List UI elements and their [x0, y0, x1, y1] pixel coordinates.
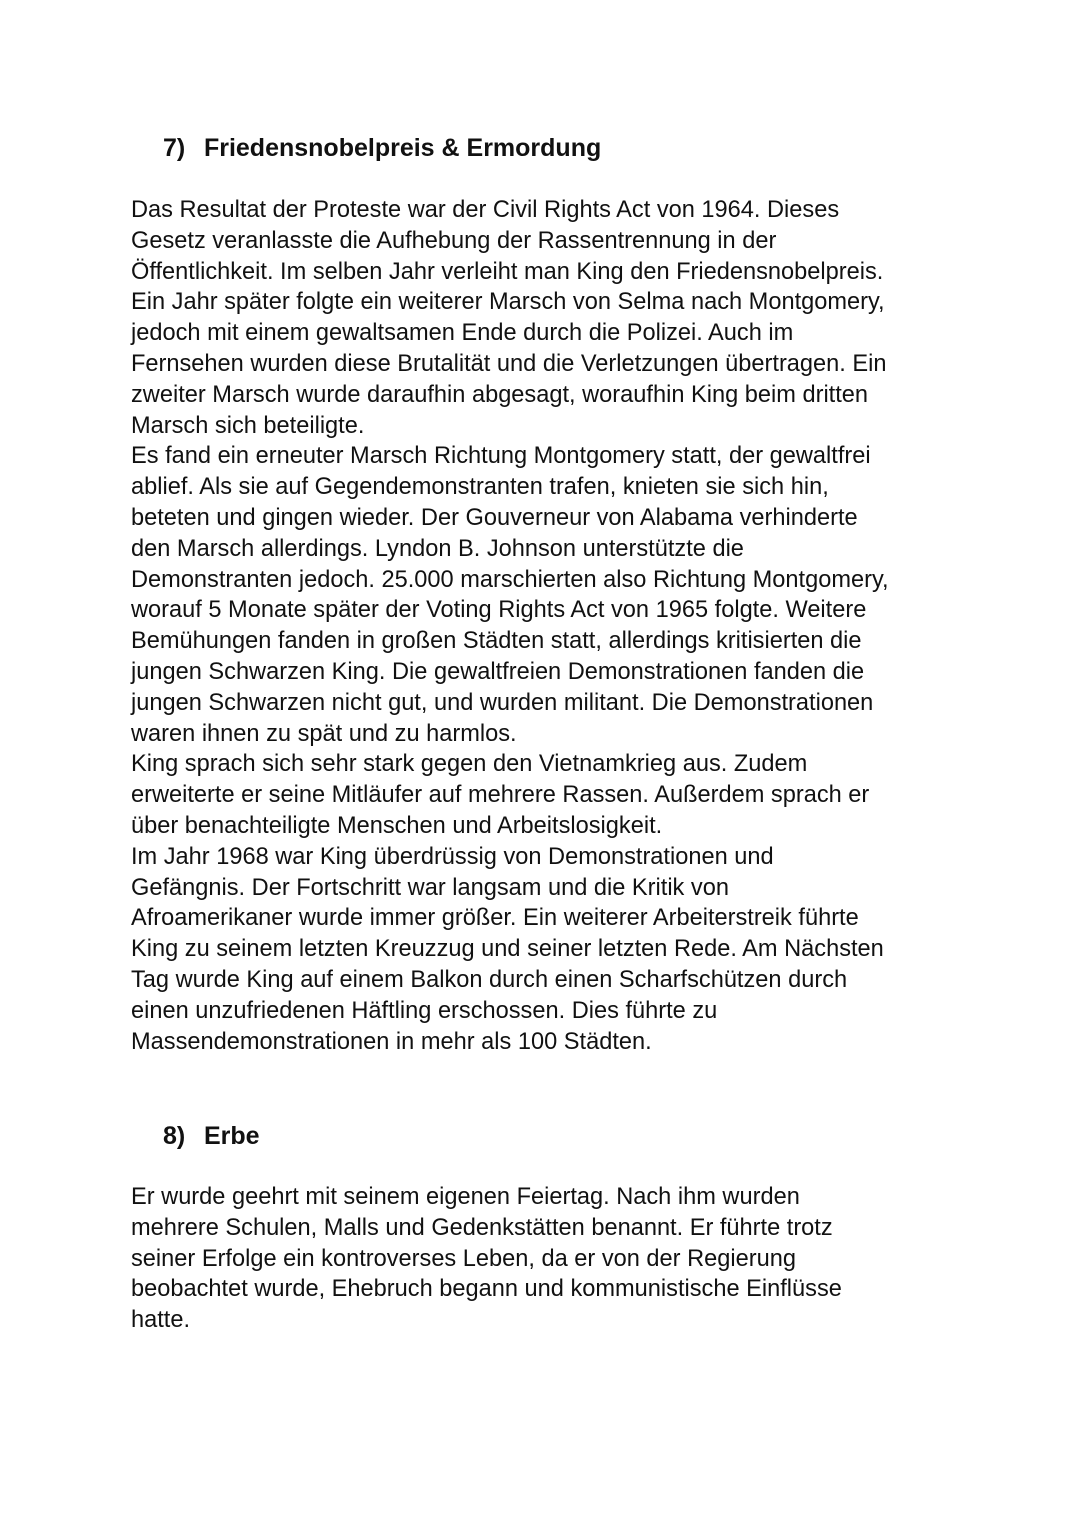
text-line: King zu seinem letzten Kreuzzug und seiner letzten Rede. Am Nächsten — [131, 936, 884, 963]
text-line: Gesetz veranlasste die Aufhebung der Rassentrennung in der — [131, 227, 777, 254]
section-number: 8) — [163, 1122, 186, 1150]
text-line: waren ihnen zu spät und zu harmlos. — [131, 720, 517, 747]
text-line: einen unzufriedenen Häftling erschossen. Dies führte zu — [131, 997, 718, 1024]
text-line: Im Jahr 1968 war King überdrüssig von Demonstrationen und — [131, 843, 774, 870]
section-number: 7) — [163, 134, 186, 162]
text-line: Er wurde geehrt mit seinem eigenen Feiertag. Nach ihm wurden — [131, 1184, 800, 1210]
text-line: Es fand ein erneuter Marsch Richtung Montgomery statt, der gewaltfrei — [131, 443, 871, 470]
text-line: erweiterte er seine Mitläufer auf mehrere Rassen. Außerdem sprach er — [131, 782, 870, 809]
text-line: mehrere Schulen, Malls und Gedenkstätten benannt. Er führte trotz — [131, 1214, 833, 1241]
text-line: worauf 5 Monate später der Voting Rights Act von 1965 folgte. Weitere — [131, 597, 867, 624]
section-heading-erbe — [163, 1121, 260, 1151]
text-line: den Marsch allerdings. Lyndon B. Johnson unterstützte die — [131, 535, 744, 562]
text-line: jedoch mit einem gewaltsamen Ende durch die Polizei. Auch im — [131, 320, 794, 347]
section-title: Erbe — [203, 1122, 260, 1150]
text-line: zweiter Marsch wurde daraufhin abgesagt, woraufhin King beim dritten — [131, 381, 869, 408]
text-line: Marsch sich beteiligte. — [131, 412, 365, 439]
text-line: Tag wurde King auf einem Balkon durch einen Scharfschützen durch — [131, 966, 848, 993]
text-line: beobachtet wurde, Ehebruch begann und kommunistische Einflüsse — [131, 1276, 842, 1303]
text-line: über benachteiligte Menschen und Arbeitslosigkeit. — [131, 812, 663, 839]
text-line: beteten und gingen wieder. Der Gouverneur von Alabama verhinderte — [131, 504, 858, 531]
text-line: jungen Schwarzen nicht gut, und wurden militant. Die Demonstrationen — [131, 689, 874, 716]
text-line: Öffentlichkeit. Im selben Jahr verleiht man King den Friedensnobelpreis. — [131, 258, 884, 285]
section-title: Friedensnobelpreis & Ermordung — [203, 134, 602, 162]
text-line: Ein Jahr später folgte ein weiterer Marsch von Selma nach Montgomery, — [131, 289, 885, 316]
text-line: Massendemonstrationen in mehr als 100 Städten. — [131, 1028, 652, 1055]
section-body-friedensnobelpreis — [131, 195, 961, 1057]
text-line: hatte. — [131, 1307, 191, 1334]
text-line: Afroamerikaner wurde immer größer. Ein weiterer Arbeiterstreik führte — [131, 905, 859, 932]
text-line: Bemühungen fanden in großen Städten statt, allerdings kritisierten die — [131, 628, 862, 655]
text-line: Demonstranten jedoch. 25.000 marschierten also Richtung Montgomery, — [131, 566, 889, 593]
text-line: Gefängnis. Der Fortschritt war langsam und die Kritik von — [131, 874, 729, 901]
text-line: Das Resultat der Proteste war der Civil Rights Act von 1964. Dieses — [131, 197, 840, 223]
section-body-erbe — [131, 1182, 961, 1336]
text-line: ablief. Als sie auf Gegendemonstranten trafen, knieten sie sich hin, — [131, 474, 829, 501]
text-line: Fernsehen wurden diese Brutalität und die Verletzungen übertragen. Ein — [131, 350, 887, 377]
text-line: jungen Schwarzen King. Die gewaltfreien Demonstrationen fanden die — [131, 658, 865, 685]
text-line: seiner Erfolge ein kontroverses Leben, da er von der Regierung — [131, 1245, 796, 1272]
text-line: King sprach sich sehr stark gegen den Vietnamkrieg aus. Zudem — [131, 751, 808, 778]
section-heading-friedensnobelpreis — [163, 133, 601, 163]
